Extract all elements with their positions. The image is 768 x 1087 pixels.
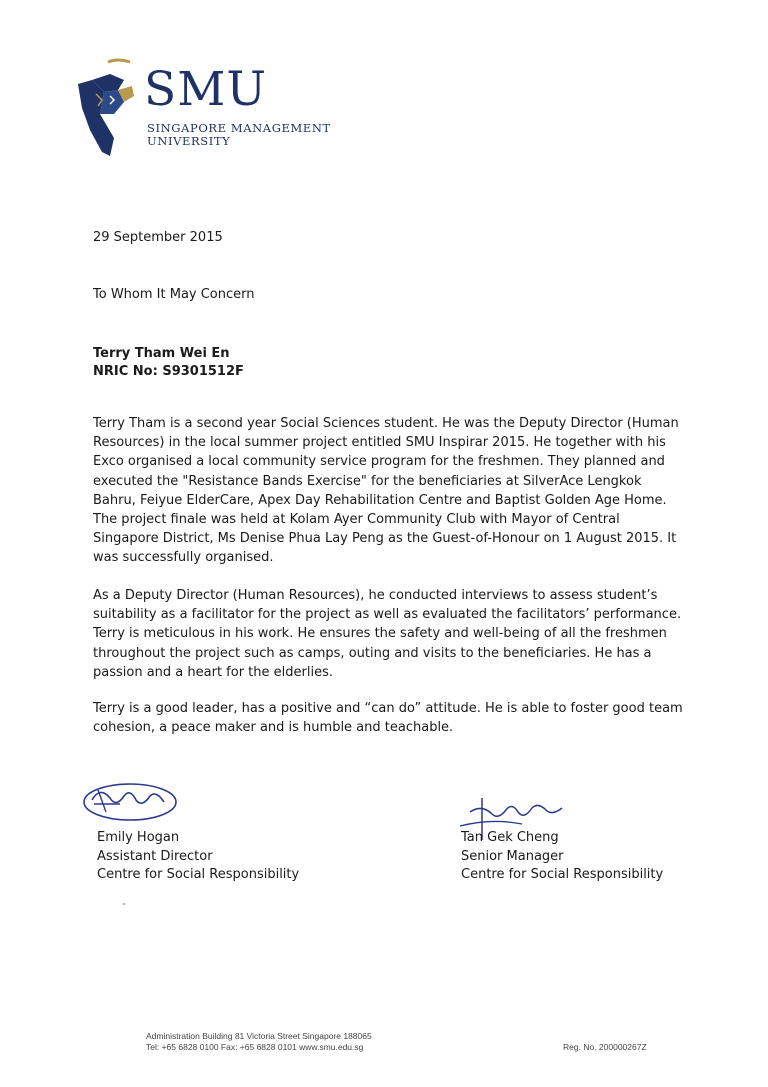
footer-contact-line: Tel: +65 6828 0100 Fax: +65 6828 0101 www.smu.edu.sg: [146, 1041, 364, 1052]
university-name-line2: UNIVERSITY: [147, 134, 231, 148]
footer-address: [146, 1031, 372, 1052]
signatory-title: Assistant Director: [97, 848, 213, 864]
subject-block: [93, 345, 244, 381]
signatory-department: Centre for Social Responsibility: [97, 867, 300, 882]
subject-name: Terry Tham Wei En: [93, 346, 230, 361]
university-name-line1: SINGAPORE MANAGEMENT: [147, 121, 331, 135]
signatory-right: [461, 829, 663, 885]
subject-nric: NRIC No: S9301512F: [93, 364, 244, 379]
university-name: [147, 122, 331, 148]
logo-wordmark: SMU: [144, 62, 267, 117]
signatory-title: Senior Manager: [461, 848, 564, 864]
signatory-left: [97, 829, 299, 885]
signatory-name: Tan Gek Cheng: [461, 830, 559, 845]
speck: [123, 903, 125, 905]
registration-number: Reg. No. 200000267Z: [563, 1042, 647, 1052]
lion-crest-icon: [74, 56, 140, 158]
letter-date: 29 September 2015: [93, 230, 223, 245]
footer-address-line: Administration Building 81 Victoria Street Singapore 188065: [146, 1031, 372, 1041]
body-paragraph-1: Terry Tham is a second year Social Sciences student. He was the Deputy Director (Human Resources) in the local summer project entitled SMU Inspirar 2015. He together with his Exco organised a local community service program for the freshmen. They planned and executed the "Resistance Bands Exercise" for the beneficiaries at SilverAce Lengkok Bahru, Feiyue ElderCare, Apex Day Rehabilitation Centre and Baptist Golden Age Home. The project finale was held at Kolam Ayer Community Club with Mayor of Central Singapore District, Ms Denise Phua Lay Peng as the Guest-of-Honour on 1 August 2015. It was successfully organised.: [93, 416, 679, 566]
signature-emily-hogan: [80, 778, 180, 828]
salutation: To Whom It May Concern: [93, 287, 255, 302]
smu-logo: [74, 56, 374, 166]
body-paragraph-2: As a Deputy Director (Human Resources), he conducted interviews to assess student’s suitability as a facilitator for the project as well as evaluated the facilitators’ performance. Terry is meticulous in his work. He ensures the safety and well-being of all the freshmen throughout the project such as camps, outing and visits to the beneficiaries. He has a passion and a heart for the elderlies.: [93, 588, 682, 680]
body-paragraph-3: Terry is a good leader, has a positive and “can do” attitude. He is able to foster good team cohesion, a peace maker and is humble and teachable.: [93, 701, 683, 736]
signatory-department: Centre for Social Responsibility: [461, 867, 664, 882]
signatory-name: Emily Hogan: [97, 830, 180, 845]
